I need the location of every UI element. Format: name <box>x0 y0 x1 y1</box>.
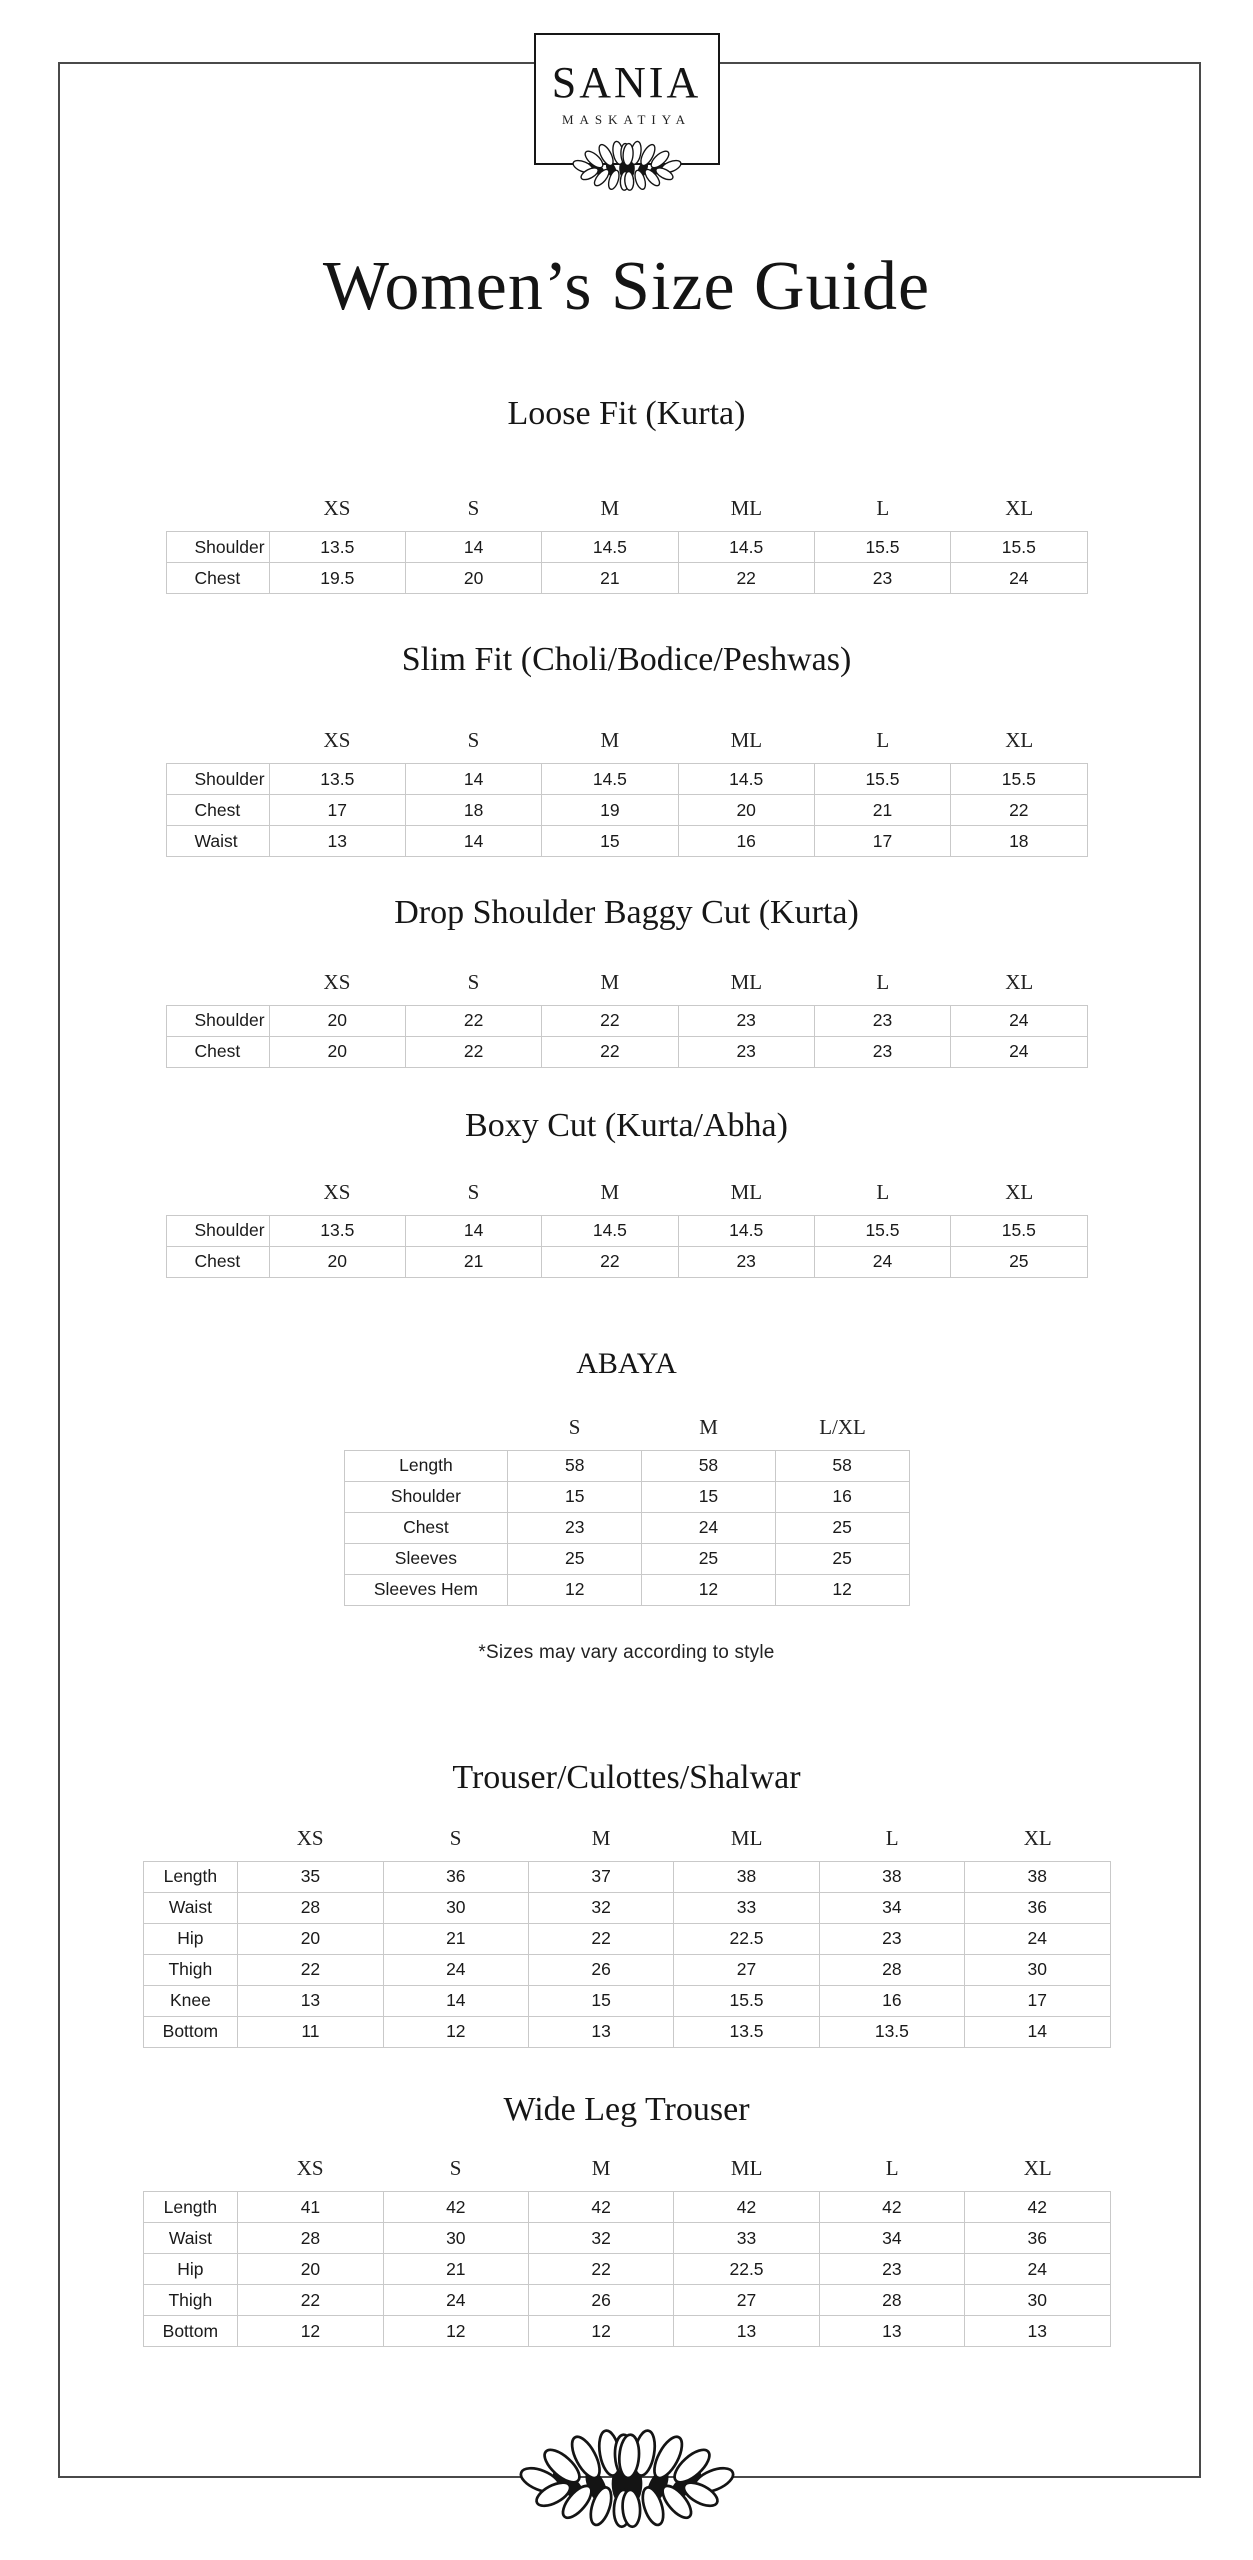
size-value: 14.5 <box>678 532 814 563</box>
size-column-header: M <box>699 1414 718 1439</box>
size-value: 12 <box>642 1574 776 1605</box>
size-value: 24 <box>965 2254 1110 2285</box>
laurel-ornament-icon <box>497 2426 757 2530</box>
section-heading: Wide Leg Trouser <box>503 2090 750 2128</box>
size-value: 16 <box>678 826 814 857</box>
size-value: 32 <box>528 1892 673 1923</box>
size-value: 23 <box>814 1005 950 1036</box>
size-value: 22 <box>542 1246 678 1277</box>
table-row <box>344 1512 909 1543</box>
size-value: 12 <box>383 2016 528 2047</box>
size-header-row <box>143 2154 1111 2183</box>
row-label: Bottom <box>143 2016 238 2047</box>
size-value: 24 <box>951 1036 1087 1067</box>
row-label: Chest <box>166 1246 269 1277</box>
size-value: 20 <box>678 795 814 826</box>
size-value: 14.5 <box>542 1215 678 1246</box>
size-column-header: XL <box>1005 728 1034 753</box>
size-value: 42 <box>819 2192 964 2223</box>
size-value: 23 <box>508 1512 642 1543</box>
size-value: 15 <box>542 826 678 857</box>
row-label: Thigh <box>143 2285 238 2316</box>
size-value: 15.5 <box>951 764 1087 795</box>
table-row <box>166 1246 1087 1277</box>
size-value: 28 <box>238 1892 383 1923</box>
table-row <box>166 1005 1087 1036</box>
size-value: 27 <box>674 2285 819 2316</box>
size-column-header: S <box>467 496 480 521</box>
size-column-header: L <box>885 1825 899 1850</box>
size-value: 13 <box>269 826 405 857</box>
table-row <box>344 1450 909 1481</box>
size-value: 23 <box>819 1923 964 1954</box>
row-label: Hip <box>143 2254 238 2285</box>
size-value: 58 <box>508 1450 642 1481</box>
size-value: 22 <box>238 2285 383 2316</box>
size-column-header: XL <box>1023 2156 1052 2181</box>
size-value: 13.5 <box>269 532 405 563</box>
brand-name: SANIA <box>551 58 702 107</box>
size-column-header: XS <box>323 496 351 521</box>
size-value: 14 <box>965 2016 1110 2047</box>
size-value: 24 <box>951 1005 1087 1036</box>
size-column-header: M <box>600 728 620 753</box>
size-value: 22 <box>238 1954 383 1985</box>
size-value: 27 <box>674 1954 819 1985</box>
size-data-table <box>166 531 1088 594</box>
size-value: 12 <box>508 1574 642 1605</box>
row-label: Chest <box>344 1512 508 1543</box>
size-value: 14.5 <box>542 764 678 795</box>
size-value: 20 <box>405 563 541 594</box>
size-value: 15.5 <box>814 532 950 563</box>
size-value: 14 <box>405 826 541 857</box>
size-value: 20 <box>238 1923 383 1954</box>
size-value: 24 <box>965 1923 1110 1954</box>
size-value: 18 <box>405 795 541 826</box>
size-data-table <box>143 2191 1111 2347</box>
size-value: 58 <box>775 1450 909 1481</box>
size-value: 20 <box>269 1036 405 1067</box>
table-row <box>143 1861 1110 1892</box>
size-data-table <box>166 763 1088 857</box>
size-value: 23 <box>819 2254 964 2285</box>
size-value: 22 <box>678 563 814 594</box>
size-value: 13.5 <box>674 2016 819 2047</box>
size-value: 24 <box>642 1512 776 1543</box>
row-label: Shoulder <box>166 1005 269 1036</box>
row-label: Length <box>143 2192 238 2223</box>
size-value: 16 <box>819 1985 964 2016</box>
section-wide-leg-trouser <box>0 2088 1253 2347</box>
size-value: 33 <box>674 1892 819 1923</box>
size-column-header: XS <box>296 1825 324 1850</box>
table-row <box>166 532 1087 563</box>
section-drop-shoulder-baggy-cut <box>0 891 1253 1067</box>
size-column-header: M <box>591 2156 611 2181</box>
size-value: 22 <box>528 1923 673 1954</box>
size-column-header: L <box>876 1179 890 1204</box>
size-value: 28 <box>819 2285 964 2316</box>
row-label: Waist <box>143 1892 238 1923</box>
size-value: 23 <box>678 1005 814 1036</box>
size-value: 15.5 <box>951 532 1087 563</box>
size-value: 38 <box>965 1861 1110 1892</box>
size-value: 22 <box>405 1036 541 1067</box>
section-trouser-culottes-shalwar <box>0 1756 1253 2048</box>
size-value: 13 <box>965 2316 1110 2347</box>
size-value: 12 <box>383 2316 528 2347</box>
table-row <box>166 1215 1087 1246</box>
size-value: 12 <box>528 2316 673 2347</box>
section-heading: Slim Fit (Choli/Bodice/Peshwas) <box>401 641 852 679</box>
table-row <box>166 1036 1087 1067</box>
header-spacer <box>344 1413 508 1442</box>
size-data-table <box>166 1005 1088 1068</box>
size-value: 14 <box>383 1985 528 2016</box>
size-column-header: S <box>449 2156 462 2181</box>
table-row <box>344 1481 909 1512</box>
size-data-table <box>166 1215 1088 1278</box>
row-label: Knee <box>143 1985 238 2016</box>
table-row <box>143 1892 1110 1923</box>
size-value: 16 <box>775 1481 909 1512</box>
size-column-header: XS <box>323 969 351 994</box>
size-value: 15.5 <box>674 1985 819 2016</box>
size-value: 14.5 <box>542 532 678 563</box>
page-title: Women’s Size Guide <box>322 248 931 325</box>
size-value: 24 <box>814 1246 950 1277</box>
size-column-header: XL <box>1005 1179 1034 1204</box>
size-value: 11 <box>238 2016 383 2047</box>
section-heading: Trouser/Culottes/Shalwar <box>452 1758 801 1796</box>
size-column-header: S <box>467 728 480 753</box>
table-row <box>143 1923 1110 1954</box>
row-label: Shoulder <box>166 532 269 563</box>
size-column-header: L/XL <box>819 1414 866 1439</box>
table-row <box>143 2223 1110 2254</box>
size-value: 30 <box>383 2223 528 2254</box>
table-row <box>166 826 1087 857</box>
size-value: 38 <box>819 1861 964 1892</box>
size-column-header: XL <box>1005 496 1034 521</box>
size-value: 15.5 <box>814 764 950 795</box>
size-value: 42 <box>674 2192 819 2223</box>
table-row <box>143 2016 1110 2047</box>
size-value: 26 <box>528 2285 673 2316</box>
size-column-header: L <box>876 969 890 994</box>
size-value: 25 <box>951 1246 1087 1277</box>
size-value: 28 <box>238 2223 383 2254</box>
size-value: 15.5 <box>814 1215 950 1246</box>
size-header-row <box>344 1413 910 1442</box>
size-column-header: ML <box>730 728 763 753</box>
size-value: 15 <box>642 1481 776 1512</box>
table-row <box>143 2285 1110 2316</box>
size-value: 13 <box>819 2316 964 2347</box>
size-value: 25 <box>508 1543 642 1574</box>
size-value: 30 <box>965 1954 1110 1985</box>
size-table <box>143 2154 1111 2347</box>
size-value: 14.5 <box>678 764 814 795</box>
size-value: 22 <box>528 2254 673 2285</box>
table-row <box>166 795 1087 826</box>
size-value: 35 <box>238 1861 383 1892</box>
size-value: 14 <box>405 1215 541 1246</box>
size-column-header: M <box>600 496 620 521</box>
size-value: 34 <box>819 2223 964 2254</box>
size-value: 38 <box>674 1861 819 1892</box>
size-table <box>166 726 1088 857</box>
table-row <box>143 1954 1110 1985</box>
size-value: 21 <box>405 1246 541 1277</box>
header-spacer <box>166 726 269 755</box>
size-column-header: L <box>885 2156 899 2181</box>
size-column-header: XS <box>323 1179 351 1204</box>
size-value: 22 <box>405 1005 541 1036</box>
table-row <box>143 2192 1110 2223</box>
size-value: 41 <box>238 2192 383 2223</box>
row-label: Waist <box>166 826 269 857</box>
size-value: 23 <box>678 1036 814 1067</box>
row-label: Hip <box>143 1923 238 1954</box>
size-column-header: XS <box>296 2156 324 2181</box>
size-value: 24 <box>383 2285 528 2316</box>
size-column-header: M <box>600 969 620 994</box>
size-data-table <box>344 1450 910 1606</box>
size-value: 20 <box>269 1005 405 1036</box>
section-abaya <box>0 1344 1253 1606</box>
table-row <box>143 2254 1110 2285</box>
size-value: 36 <box>965 1892 1110 1923</box>
laurel-ornament-icon <box>561 139 693 192</box>
size-table <box>166 1178 1088 1278</box>
size-value: 22.5 <box>674 2254 819 2285</box>
row-label: Shoulder <box>166 1215 269 1246</box>
section-slim-fit <box>0 638 1253 857</box>
size-value: 26 <box>528 1954 673 1985</box>
row-label: Shoulder <box>166 764 269 795</box>
size-value: 42 <box>528 2192 673 2223</box>
size-column-header: ML <box>730 2156 763 2181</box>
row-label: Length <box>143 1861 238 1892</box>
brand-subtitle: MASKATIYA <box>561 112 692 127</box>
size-header-row <box>166 968 1088 997</box>
section-heading: ABAYA <box>576 1346 677 1380</box>
size-value: 42 <box>383 2192 528 2223</box>
row-label: Waist <box>143 2223 238 2254</box>
size-value: 13 <box>674 2316 819 2347</box>
size-table <box>143 1824 1111 2048</box>
size-value: 13.5 <box>269 1215 405 1246</box>
size-value: 19 <box>542 795 678 826</box>
size-value: 22 <box>542 1005 678 1036</box>
size-column-header: XL <box>1005 969 1034 994</box>
size-header-row <box>166 1178 1088 1207</box>
size-column-header: S <box>467 1179 480 1204</box>
size-header-row <box>166 726 1088 755</box>
size-value: 22.5 <box>674 1923 819 1954</box>
size-value: 12 <box>775 1574 909 1605</box>
size-column-header: ML <box>730 1179 763 1204</box>
size-value: 58 <box>642 1450 776 1481</box>
size-value: 23 <box>814 1036 950 1067</box>
table-row <box>143 1985 1110 2016</box>
size-column-header: S <box>568 1414 581 1439</box>
section-boxy-cut <box>0 1104 1253 1278</box>
size-value: 22 <box>951 795 1087 826</box>
size-column-header: S <box>467 969 480 994</box>
table-row <box>166 563 1087 594</box>
row-label: Thigh <box>143 1954 238 1985</box>
size-value: 13 <box>528 2016 673 2047</box>
size-value: 20 <box>269 1246 405 1277</box>
size-value: 19.5 <box>269 563 405 594</box>
row-label: Length <box>344 1450 508 1481</box>
size-value: 14.5 <box>678 1215 814 1246</box>
size-value: 13.5 <box>819 2016 964 2047</box>
size-value: 18 <box>951 826 1087 857</box>
size-value: 30 <box>965 2285 1110 2316</box>
header-spacer <box>166 494 269 523</box>
size-value: 28 <box>819 1954 964 1985</box>
size-column-header: XL <box>1023 1825 1052 1850</box>
size-column-header: S <box>449 1825 462 1850</box>
row-label: Sleeves <box>344 1543 508 1574</box>
size-value: 13 <box>238 1985 383 2016</box>
row-label: Bottom <box>143 2316 238 2347</box>
row-label: Chest <box>166 1036 269 1067</box>
size-value: 24 <box>951 563 1087 594</box>
size-value: 23 <box>678 1246 814 1277</box>
size-column-header: L <box>876 496 890 521</box>
size-column-header: M <box>591 1825 611 1850</box>
size-value: 24 <box>383 1954 528 1985</box>
size-value: 36 <box>965 2223 1110 2254</box>
header-spacer <box>166 1178 269 1207</box>
size-column-header: L <box>876 728 890 753</box>
size-value: 21 <box>383 1923 528 1954</box>
size-column-header: M <box>600 1179 620 1204</box>
row-label: Chest <box>166 795 269 826</box>
table-row <box>143 2316 1110 2347</box>
size-value: 25 <box>642 1543 776 1574</box>
size-value: 15 <box>528 1985 673 2016</box>
size-table <box>344 1413 910 1606</box>
section-heading: Loose Fit (Kurta) <box>507 395 746 432</box>
section-heading: Boxy Cut (Kurta/Abha) <box>465 1106 788 1144</box>
size-value: 37 <box>528 1861 673 1892</box>
size-value: 15 <box>508 1481 642 1512</box>
size-value: 20 <box>238 2254 383 2285</box>
size-table <box>166 968 1088 1068</box>
row-label: Chest <box>166 563 269 594</box>
table-row <box>166 764 1087 795</box>
row-label: Sleeves Hem <box>344 1574 508 1605</box>
header-spacer <box>166 968 269 997</box>
section-loose-fit-kurta <box>0 392 1253 594</box>
size-value: 14 <box>405 764 541 795</box>
size-value: 21 <box>542 563 678 594</box>
size-value: 36 <box>383 1861 528 1892</box>
size-value: 12 <box>238 2316 383 2347</box>
size-value: 22 <box>542 1036 678 1067</box>
size-value: 25 <box>775 1543 909 1574</box>
size-value: 21 <box>383 2254 528 2285</box>
table-row <box>344 1574 909 1605</box>
size-value: 13.5 <box>269 764 405 795</box>
size-value: 14 <box>405 532 541 563</box>
size-value: 17 <box>814 826 950 857</box>
size-value: 25 <box>775 1512 909 1543</box>
size-column-header: ML <box>730 969 763 994</box>
size-note: *Sizes may vary according to style <box>478 1641 775 1663</box>
size-value: 23 <box>814 563 950 594</box>
size-value: 17 <box>965 1985 1110 2016</box>
size-value: 21 <box>814 795 950 826</box>
size-value: 33 <box>674 2223 819 2254</box>
header-spacer <box>143 1824 238 1853</box>
size-column-header: ML <box>730 496 763 521</box>
size-value: 17 <box>269 795 405 826</box>
size-column-header: ML <box>730 1825 763 1850</box>
brand-logo <box>534 33 720 165</box>
size-value: 34 <box>819 1892 964 1923</box>
row-label: Shoulder <box>344 1481 508 1512</box>
size-table <box>166 494 1088 594</box>
size-header-row <box>166 494 1088 523</box>
table-row <box>344 1543 909 1574</box>
header-spacer <box>143 2154 238 2183</box>
size-header-row <box>143 1824 1111 1853</box>
size-value: 42 <box>965 2192 1110 2223</box>
size-value: 15.5 <box>951 1215 1087 1246</box>
section-heading: Drop Shoulder Baggy Cut (Kurta) <box>394 894 859 932</box>
size-value: 30 <box>383 1892 528 1923</box>
size-data-table <box>143 1861 1111 2048</box>
size-column-header: XS <box>323 728 351 753</box>
size-value: 32 <box>528 2223 673 2254</box>
